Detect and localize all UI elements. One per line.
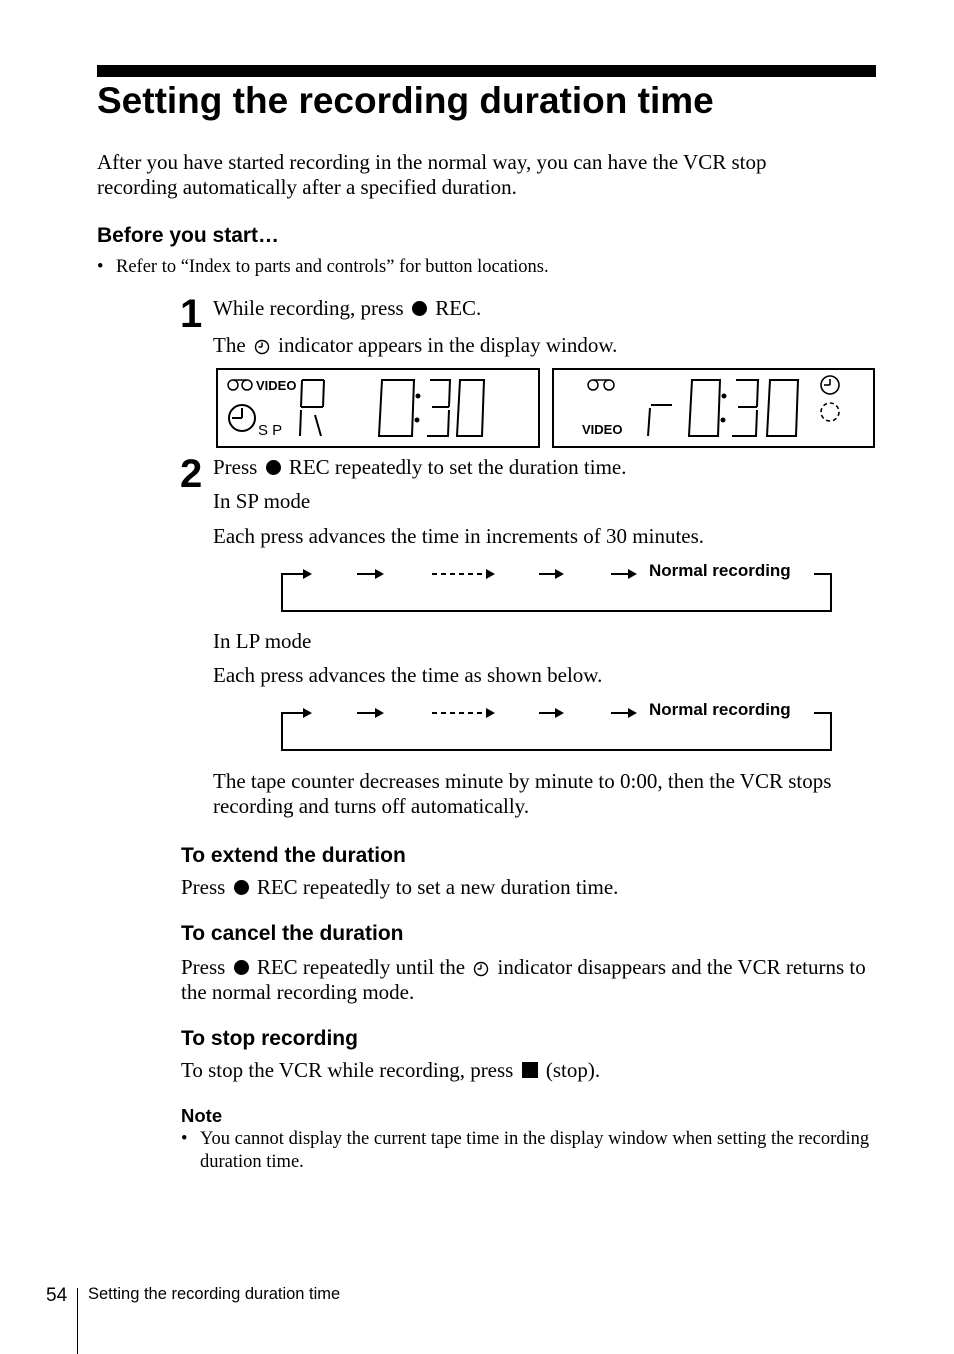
display-digits-0-30 <box>379 380 484 436</box>
cancel-text-a: Press <box>181 955 226 979</box>
display-lp-graphic <box>554 370 873 446</box>
before-bullet: • <box>97 257 104 277</box>
rec-dot-icon <box>266 460 281 475</box>
display-window-sp <box>216 368 540 448</box>
note-heading: Note <box>181 1105 223 1126</box>
before-item: Refer to “Index to parts and controls” for button locations. <box>116 257 549 277</box>
step-1-number: 1 <box>180 292 203 336</box>
before-heading-text: Before you start <box>97 224 259 247</box>
sp-mode-description: Each press advances the time in increments of 30 minutes. <box>213 524 705 548</box>
cancel-heading: To cancel the duration <box>181 922 404 945</box>
step-1-instruction <box>213 296 481 321</box>
cancel-text-c: indicator disappears and the VCR returns to the normal recording mode. <box>181 955 866 1004</box>
note-text: You cannot display the current tape time in the display window when setting the recording duration time. <box>200 1129 870 1172</box>
display-r-segment <box>300 380 324 436</box>
rec-dot-icon <box>234 880 249 895</box>
lp-mode-description: Each press advances the time as shown below. <box>213 663 603 687</box>
extend-text-b: REC repeatedly to set a new duration time. <box>256 875 619 899</box>
display-video-label: VIDEO <box>582 422 623 437</box>
sp-mode-label: In SP mode <box>213 489 311 513</box>
step-1-sub-a: The <box>213 333 246 357</box>
step-2-text-b: REC repeatedly to set the duration time. <box>288 455 627 479</box>
step-1-subtext <box>213 333 617 358</box>
tape-reels-icon <box>588 380 614 390</box>
dashed-circle-icon <box>821 403 839 421</box>
before-you-start-heading <box>97 224 281 248</box>
timer-clock-icon <box>821 376 839 394</box>
title-rule <box>97 65 876 77</box>
normal-recording-label: Normal recording <box>649 561 791 580</box>
display-window-lp <box>552 368 875 448</box>
display-r-segment <box>648 405 672 436</box>
lp-flow-diagram <box>281 702 833 744</box>
stop-text <box>181 1058 600 1083</box>
page-title: Setting the recording duration time <box>97 80 714 121</box>
normal-recording-label: Normal recording <box>649 700 791 719</box>
display-sp-graphic <box>218 370 538 446</box>
cancel-text <box>181 955 871 1005</box>
step-2-after-text: The tape counter decreases minute by minute to 0:00, then the VCR stops recording and turns off automatically. <box>213 769 832 818</box>
display-digits-0-30 <box>689 380 798 436</box>
step-2-number: 2 <box>180 452 203 496</box>
rec-dot-icon <box>412 301 427 316</box>
step-1-text-b: REC. <box>435 296 482 320</box>
lp-mode-label: In LP mode <box>213 629 312 653</box>
timer-clock-icon <box>229 405 255 431</box>
display-sp-label: S P <box>258 422 283 439</box>
cancel-text-b: REC repeatedly until the <box>256 955 466 979</box>
tape-reels-icon <box>228 380 252 390</box>
step-1-sub-b: indicator appears in the display window. <box>278 333 618 357</box>
stop-text-b: (stop). <box>545 1058 601 1082</box>
rec-dot-icon <box>234 960 249 975</box>
page-number: 54 <box>46 1285 68 1306</box>
step-1-text-a: While recording, press <box>213 296 404 320</box>
extend-text-a: Press <box>181 875 226 899</box>
footer-section-title: Setting the recording duration time <box>88 1285 341 1303</box>
timer-clock-icon <box>473 961 489 977</box>
sp-flow-diagram <box>281 563 833 605</box>
extend-text <box>181 875 618 900</box>
timer-clock-icon <box>254 339 270 355</box>
stop-square-icon <box>522 1062 538 1078</box>
step-2-text-a: Press <box>213 455 258 479</box>
note-bullet: • <box>181 1129 188 1149</box>
step-2-instruction <box>213 455 627 480</box>
before-heading-ellipsis: … <box>258 224 282 247</box>
extend-heading: To extend the duration <box>181 844 406 867</box>
footer-divider <box>77 1288 78 1354</box>
intro-paragraph: After you have started recording in the normal way, you can have the VCR stop recording automatically after a specified duration. <box>97 150 767 199</box>
display-video-label: VIDEO <box>256 378 297 393</box>
stop-heading: To stop recording <box>181 1027 358 1050</box>
stop-text-a: To stop the VCR while recording, press <box>181 1058 514 1082</box>
